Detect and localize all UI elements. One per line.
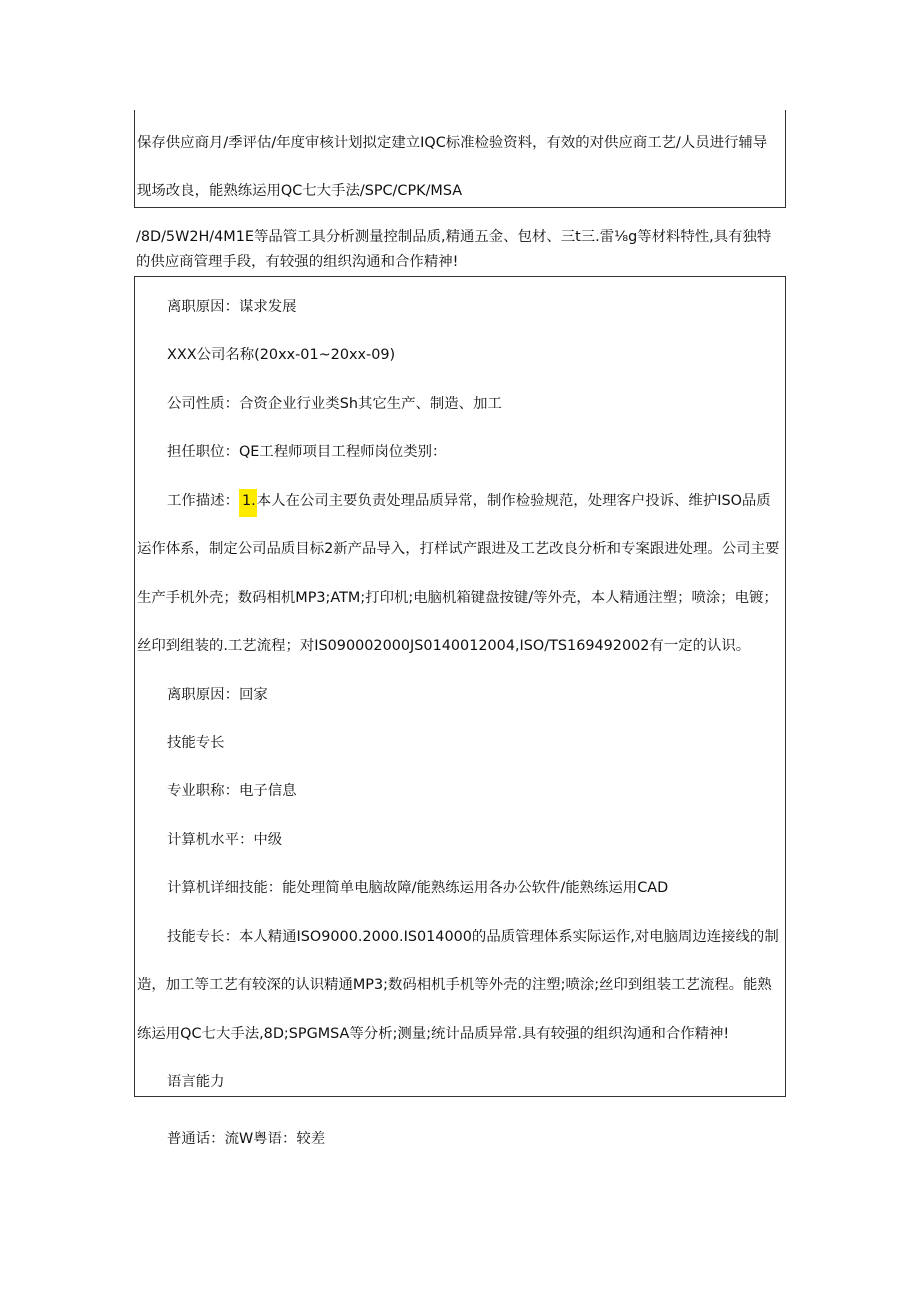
quality-tools-line-1: /8D/5W2H/4M1E等品管工具分析测量控制品质,精通五金、包材、三t三.雷⅛g等材料特性,具有独特 bbox=[136, 229, 772, 245]
computer-level: 计算机水平：中级 bbox=[167, 832, 283, 848]
skills-line-3: 练运用QC七大手法,8D;SPGMSA等分析;测量;统计品质异常.具有较强的组织沟通和合作精神! bbox=[137, 1026, 730, 1042]
quality-tools-line-2: 的供应商管理手段，有较强的组织沟通和合作精神! bbox=[136, 254, 459, 270]
company-nature: 公司性质：合资企业行业类Sh其它生产、制造、加工 bbox=[167, 396, 502, 412]
job-position: 担任职位：QE工程师项目工程师岗位类别： bbox=[167, 444, 447, 460]
mandarin-level: 普通话：流W粤语：较差 bbox=[167, 1131, 326, 1147]
work-description-label: 工作描述： bbox=[167, 493, 239, 509]
skills-line-1: 技能专长：本人精通ISO9000.2000.IS014000的品质管理体系实际运作,对电脑周边连接线的制 bbox=[167, 929, 779, 945]
work-description-line-1 bbox=[167, 492, 771, 517]
work-description-line-4: 丝印到组装的.工艺流程；对IS090002000JS0140012004,ISO/TS169492002有一定的认识。 bbox=[137, 638, 751, 654]
language-header: 语言能力 bbox=[167, 1074, 225, 1090]
work-description-line-3: 生产手机外壳；数码相机MP3;ATM;打印机;电脑机箱键盘按键/等外壳，本人精通注塑；喷涂；电镀； bbox=[137, 590, 778, 606]
leave-reason-2: 离职原因：回家 bbox=[167, 687, 268, 703]
highlighted-number: 1. bbox=[239, 489, 257, 517]
work-description-text: 本人在公司主要负责处理品质异常，制作检验规范，处理客户投诉、维护ISO品质 bbox=[256, 493, 771, 509]
supplier-management-line-1: 保存供应商月/季评估/年度审核计划拟定建立IQC标准检验资料，有效的对供应商工艺/人员进行辅导 bbox=[137, 135, 768, 151]
professional-title: 专业职称：电子信息 bbox=[167, 783, 297, 799]
skills-header: 技能专长 bbox=[167, 735, 225, 751]
computer-skills: 计算机详细技能：能处理简单电脑故障/能熟练运用各办公软件/能熟练运用CAD bbox=[167, 880, 669, 896]
company-name: XXX公司名称(20xx-01~20xx-09) bbox=[167, 347, 396, 363]
leave-reason-1: 离职原因：谋求发展 bbox=[167, 299, 297, 315]
supplier-management-line-2: 现场改良，能熟练运用QC七大手法/SPC/CPK/MSA bbox=[137, 183, 463, 199]
work-description-line-2: 运作体系，制定公司品质目标2新产品导入，打样试产跟进及工艺改良分析和专案跟进处理。公司主要 bbox=[137, 541, 780, 557]
skills-line-2: 造，加工等工艺有较深的认识精通MP3;数码相机手机等外壳的注塑;喷涂;丝印到组装工艺流程。能熟 bbox=[137, 977, 772, 993]
